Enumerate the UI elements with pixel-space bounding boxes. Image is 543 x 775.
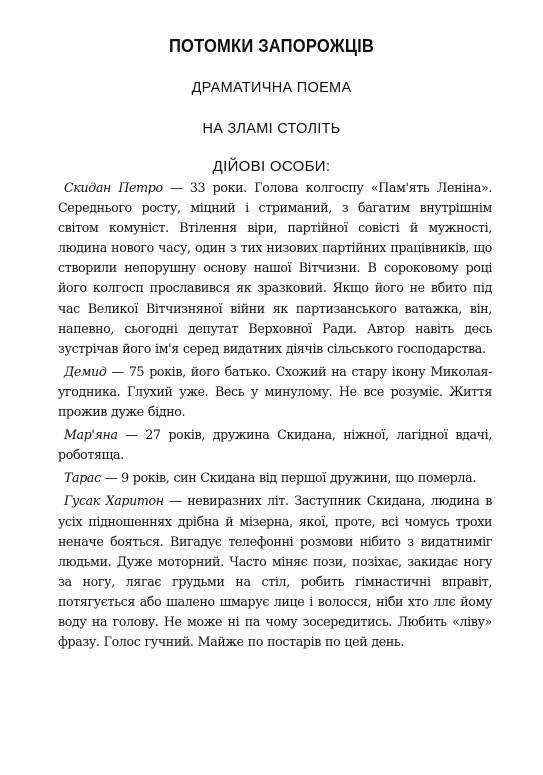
character-name: Мар'яна (64, 427, 118, 443)
character-description: — невиразних літ. Заступник Скидана, людина в усіх підношеннях дрібна й мізерна, якої, проте, всі чомусь трохи неначе бояться. Вигадує телефонні розмови нібито з видатниміг людьми. Дуже моторний. Часто міняє пози, позіхає, закидає ногу за ногу, лягає грудьми на стіл, робить гімнастичні вправіт, потягується або шалено шмарує лице і волосся, ніби хто ллє йому воду на голову. Не може ні па чому зосередитись. Любить «ліву» фразу. Голос гучний. Майже по постарів по цей день. (58, 493, 492, 650)
character-name: Скидан Петро (64, 180, 163, 195)
cast-heading: ДІЙОВІ ОСОБИ: (212, 158, 331, 175)
character-description: — 9 років, син Скидана від першої дружини, що померла. (100, 470, 476, 486)
character-description: — 27 років, дружина Скидана, ніжної, лагідної вдачі, роботяща. (58, 427, 492, 463)
character-list (58, 178, 492, 655)
character-name: Тарас (64, 470, 101, 486)
character-name: Гусак Харитон (64, 493, 164, 509)
part-heading: НА ЗЛАМІ СТОЛІТЬ (202, 121, 341, 137)
character-description: — 33 роки. Голова колгоспу «Пам'ять Леніна». Середнього росту, міцний і стриманий, з багатим внутрішнім світом комуніст. Втілення віри, партійної совісті й мужності, людина нового часу, один з тих низових партійних працівників, що створили непорушну основу нашої Вітчизни. В сороковому році його колгосп прославився як зразковий. Якщо його не вбито під час Великої Вітчизняної війни як партизанського ватажка, він, напевно, сьогодні депутат Верховної Ради. Автор навіть десь зустрічав його ім'я серед видатних діячів сільського господарства. (58, 180, 492, 356)
character-entry (58, 362, 492, 422)
character-name: Демид (64, 363, 107, 379)
play-title: ПОТОМКИ ЗАПОРОЖЦІВ (168, 36, 375, 56)
character-entry (58, 468, 492, 488)
character-entry (58, 425, 492, 465)
genre-subtitle: ДРАМАТИЧНА ПОЕМА (191, 80, 352, 96)
character-description: — 75 років, його батько. Схожий на стару ікону Миколая-угодника. Глухий уже. Весь у минулому. Не все розуміє. Життя прожив дуже бідно. (58, 363, 492, 420)
character-entry (58, 491, 492, 652)
character-entry (58, 178, 492, 359)
